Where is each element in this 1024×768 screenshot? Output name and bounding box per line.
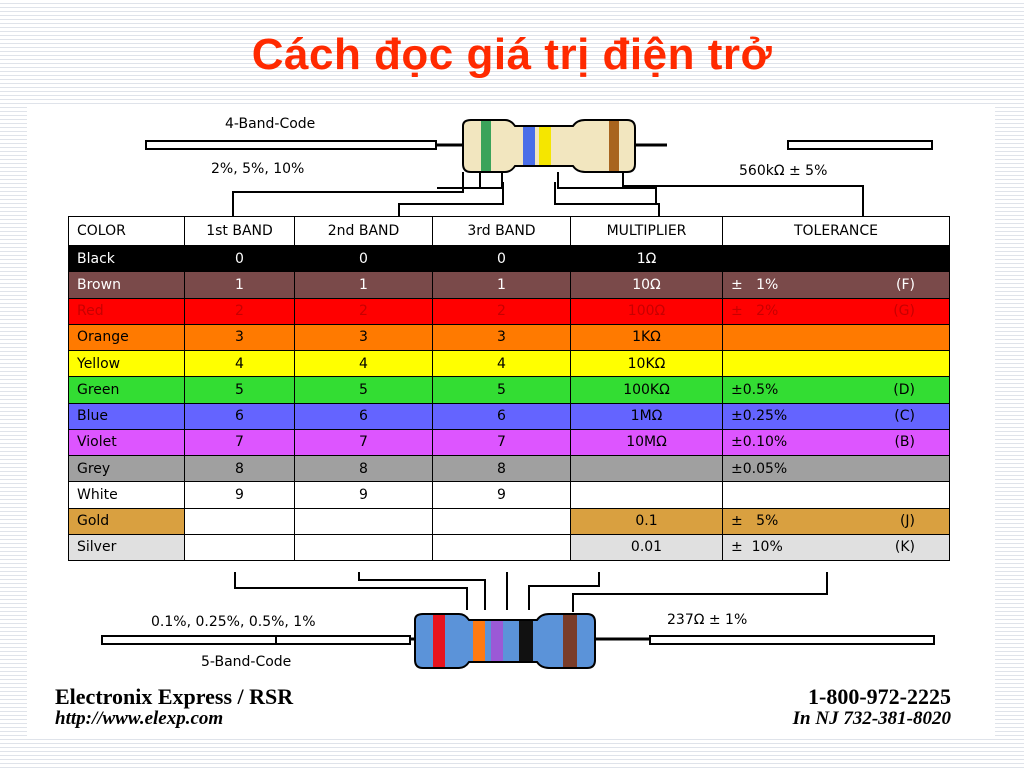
band1-cell: 7: [185, 429, 295, 455]
tolerance-content: [731, 303, 949, 319]
top-pointer-lines: [217, 172, 897, 218]
color-name-cell: White: [69, 482, 185, 508]
bottom-left-lead-bar: [101, 635, 277, 645]
band3-cell: 0: [433, 246, 571, 272]
five-band-resistor-diagram: [411, 610, 651, 672]
tolerance-content: [731, 434, 949, 450]
tolerance-value: ± 5%: [731, 513, 779, 530]
table-row: [69, 351, 950, 377]
company-name: Electronix Express / RSR: [55, 684, 294, 709]
tolerance-content: [731, 461, 949, 477]
color-name-cell: Brown: [69, 272, 185, 298]
table-row: [69, 272, 950, 298]
tolerance-cell: [723, 377, 950, 403]
multiplier-cell: 100KΩ: [571, 377, 723, 403]
tolerance-content: [731, 408, 949, 424]
tolerance-value: ±0.05%: [731, 460, 788, 477]
multiplier-cell: [571, 482, 723, 508]
band3-cell: 1: [433, 272, 571, 298]
table-row: [69, 377, 950, 403]
header-1st-band: 1st BAND: [185, 217, 295, 246]
multiplier-cell: 1Ω: [571, 246, 723, 272]
top-left-lead-bar: [145, 140, 437, 150]
multiplier-cell: [571, 456, 723, 482]
band2-cell: 4: [295, 351, 433, 377]
color-code-table: [68, 216, 950, 561]
header-2nd-band: 2nd BAND: [295, 217, 433, 246]
band3-cell: 4: [433, 351, 571, 377]
tolerance-cell: [723, 324, 950, 350]
band2-cell: 1: [295, 272, 433, 298]
bottom-band-1: [433, 615, 445, 667]
tolerance-code: (J): [899, 513, 915, 530]
tolerance-cell: [723, 508, 950, 534]
tolerance-value: ±0.25%: [731, 408, 788, 425]
band3-cell: 6: [433, 403, 571, 429]
band2-cell: 3: [295, 324, 433, 350]
top-right-lead-bar: [787, 140, 933, 150]
multiplier-cell: 1MΩ: [571, 403, 723, 429]
color-name-cell: Yellow: [69, 351, 185, 377]
band1-cell: 0: [185, 246, 295, 272]
band3-cell: 8: [433, 456, 571, 482]
table-row: [69, 298, 950, 324]
five-band-code-label: 5-Band-Code: [201, 654, 292, 670]
table-row: [69, 456, 950, 482]
band3-cell: 9: [433, 482, 571, 508]
band2-cell: 9: [295, 482, 433, 508]
page-title: Cách đọc giá trị điện trở: [251, 30, 773, 79]
four-band-value-label: 560kΩ ± 5%: [739, 163, 828, 179]
tolerance-content: [731, 277, 949, 293]
color-name-cell: Blue: [69, 403, 185, 429]
bottom-left-lead-bar-2: [275, 635, 411, 645]
five-band-value-label: 237Ω ± 1%: [667, 612, 748, 628]
band3-cell: [433, 508, 571, 534]
tolerance-cell: [723, 246, 950, 272]
tolerance-code: (K): [894, 539, 915, 556]
color-name-cell: Gold: [69, 508, 185, 534]
company-url: http://www.elexp.com: [55, 708, 224, 729]
band1-cell: 8: [185, 456, 295, 482]
multiplier-cell: 100Ω: [571, 298, 723, 324]
tolerance-cell: [723, 351, 950, 377]
four-band-code-label: 4-Band-Code: [225, 116, 316, 132]
color-name-cell: Green: [69, 377, 185, 403]
band1-cell: 2: [185, 298, 295, 324]
tolerance-content: [731, 513, 949, 529]
tolerance-content: [731, 539, 949, 555]
band1-cell: [185, 508, 295, 534]
band1-cell: 6: [185, 403, 295, 429]
bottom-band-2: [473, 621, 485, 661]
band2-cell: 8: [295, 456, 433, 482]
table-row: [69, 324, 950, 350]
top-band-2: [523, 127, 535, 165]
header-tolerance: TOLERANCE: [723, 217, 950, 246]
tolerance-cell: [723, 482, 950, 508]
tolerance-value: ± 2%: [731, 303, 779, 320]
band1-cell: 9: [185, 482, 295, 508]
multiplier-cell: 1KΩ: [571, 324, 723, 350]
resistor-chart-panel: [27, 104, 995, 736]
header-color: COLOR: [69, 217, 185, 246]
band2-cell: 5: [295, 377, 433, 403]
band1-cell: 5: [185, 377, 295, 403]
table-row: [69, 403, 950, 429]
band2-cell: [295, 534, 433, 560]
band2-cell: [295, 508, 433, 534]
bottom-right-lead-bar: [649, 635, 935, 645]
bottom-band-5: [563, 615, 577, 667]
band2-cell: 6: [295, 403, 433, 429]
band3-cell: 2: [433, 298, 571, 324]
bottom-band-4: [519, 621, 533, 661]
table-row: [69, 534, 950, 560]
band2-cell: 2: [295, 298, 433, 324]
multiplier-cell: 0.01: [571, 534, 723, 560]
tolerance-cell: [723, 403, 950, 429]
tolerance-cell: [723, 298, 950, 324]
band1-cell: 3: [185, 324, 295, 350]
multiplier-cell: 0.1: [571, 508, 723, 534]
five-band-tolerance-label: 0.1%, 0.25%, 0.5%, 1%: [151, 614, 316, 630]
color-name-cell: Orange: [69, 324, 185, 350]
tolerance-value: ±0.10%: [731, 434, 788, 451]
band3-cell: 3: [433, 324, 571, 350]
tolerance-code: (D): [893, 381, 915, 398]
tolerance-code: (G): [893, 303, 915, 320]
top-band-3: [539, 127, 551, 165]
tolerance-cell: [723, 456, 950, 482]
phone-number: 1-800-972-2225: [808, 684, 951, 709]
tolerance-code: (C): [894, 408, 915, 425]
table-header-row: [69, 217, 950, 246]
color-name-cell: Red: [69, 298, 185, 324]
multiplier-cell: 10KΩ: [571, 351, 723, 377]
table-row: [69, 429, 950, 455]
multiplier-cell: 10MΩ: [571, 429, 723, 455]
tolerance-value: ± 1%: [731, 276, 779, 293]
top-band-4: [609, 121, 619, 171]
tolerance-code: (B): [894, 434, 915, 451]
tolerance-cell: [723, 429, 950, 455]
band1-cell: 1: [185, 272, 295, 298]
tolerance-cell: [723, 272, 950, 298]
color-name-cell: Grey: [69, 456, 185, 482]
color-name-cell: Black: [69, 246, 185, 272]
band2-cell: 0: [295, 246, 433, 272]
multiplier-cell: 10Ω: [571, 272, 723, 298]
four-band-tolerance-label: 2%, 5%, 10%: [211, 161, 305, 177]
color-name-cell: Violet: [69, 429, 185, 455]
band3-cell: [433, 534, 571, 560]
tolerance-content: [731, 382, 949, 398]
color-name-cell: Silver: [69, 534, 185, 560]
tolerance-cell: [723, 534, 950, 560]
header-3rd-band: 3rd BAND: [433, 217, 571, 246]
bottom-band-3: [491, 621, 503, 661]
band1-cell: 4: [185, 351, 295, 377]
band2-cell: 7: [295, 429, 433, 455]
table-row: [69, 246, 950, 272]
table-row: [69, 482, 950, 508]
band3-cell: 7: [433, 429, 571, 455]
header-multiplier: MULTIPLIER: [571, 217, 723, 246]
top-band-1: [481, 121, 491, 171]
tolerance-value: ± 10%: [731, 539, 783, 556]
band1-cell: [185, 534, 295, 560]
band3-cell: 5: [433, 377, 571, 403]
table-row: [69, 508, 950, 534]
nj-phone-number: In NJ 732-381-8020: [792, 708, 951, 729]
tolerance-value: ±0.5%: [731, 381, 779, 398]
tolerance-code: (F): [896, 276, 915, 293]
